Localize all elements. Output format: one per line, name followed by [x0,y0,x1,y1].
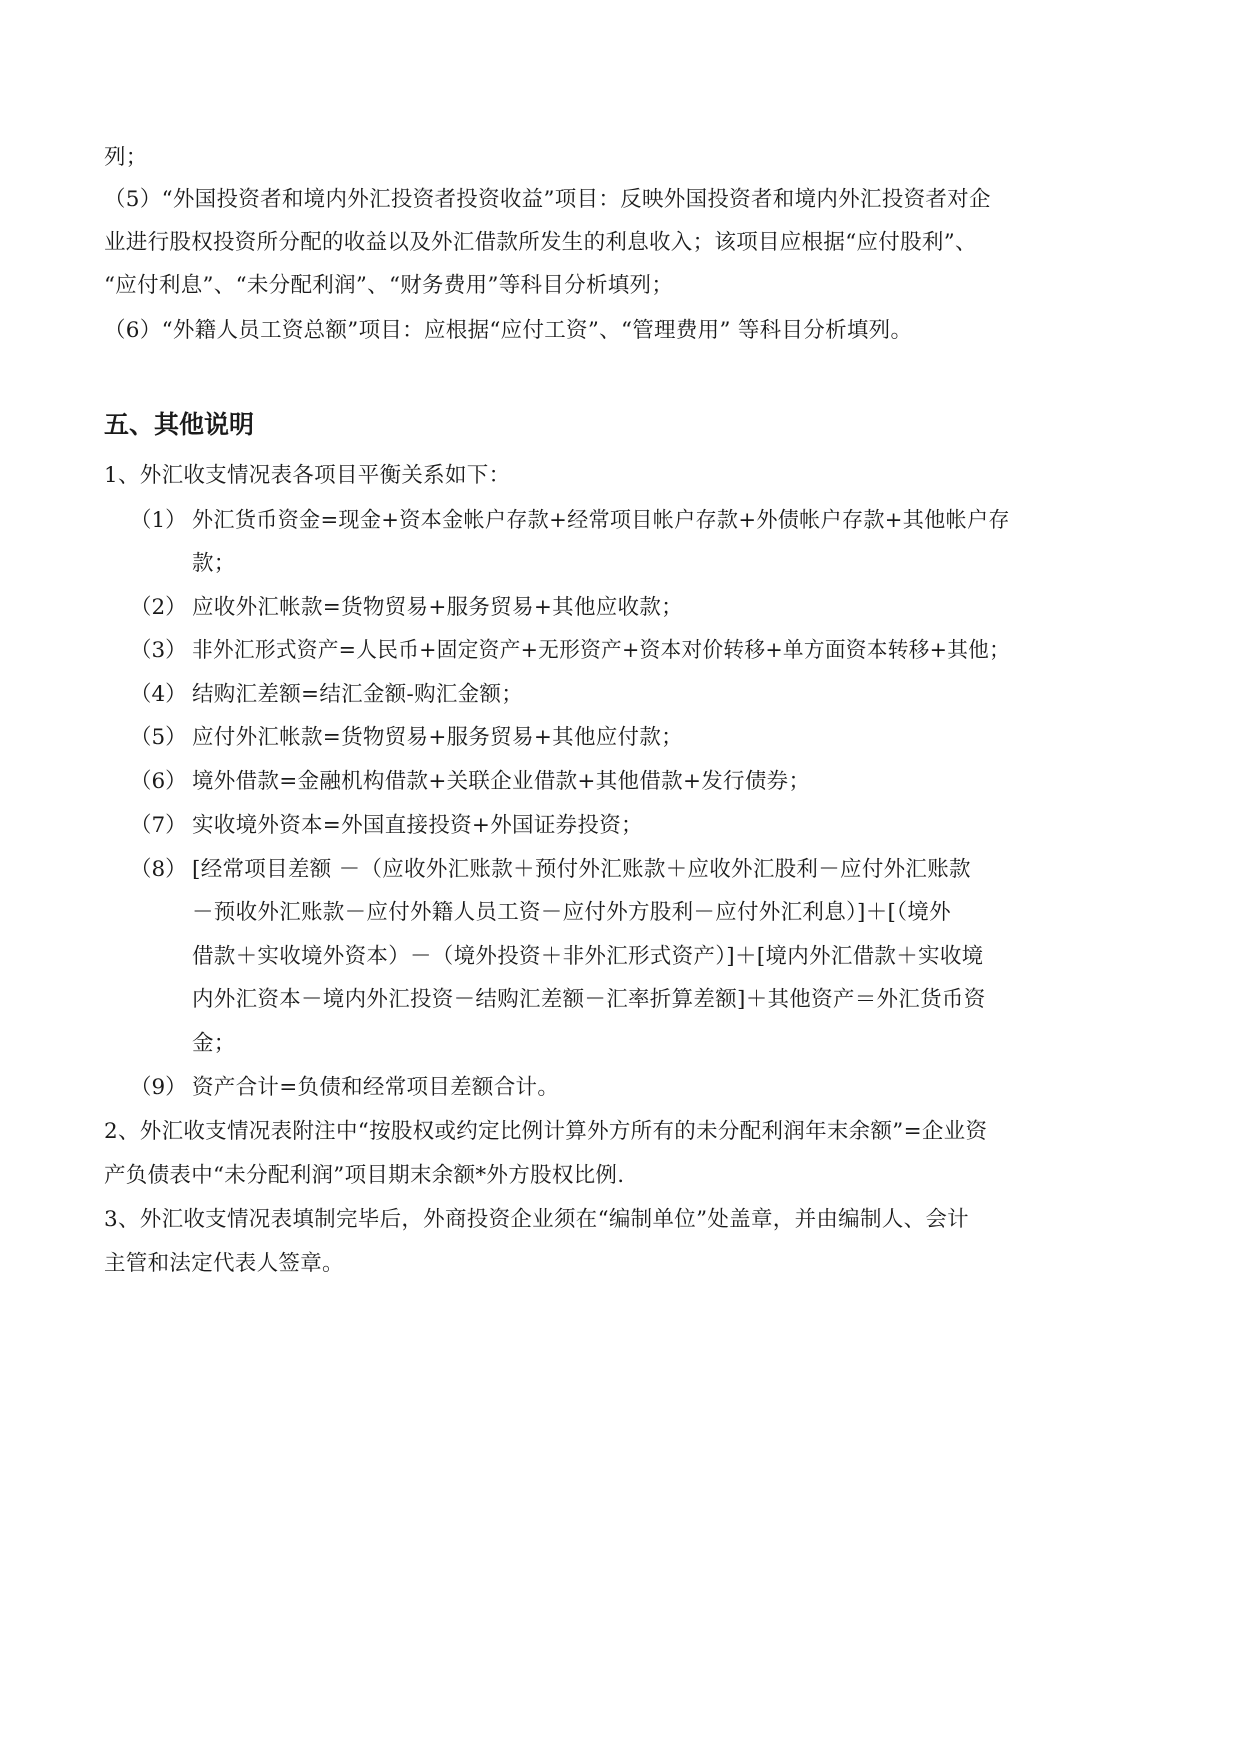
paragraph-2: 产负债表中“未分配利润”项目期末余额*外方股权比例. [104,1163,625,1188]
item-number: （6） [130,769,187,794]
item-number: （4） [130,682,187,707]
item-text: 款； [192,551,236,576]
item-text: 实收境外资本=外国直接投资+外国证券投资； [192,813,643,838]
item-text: 非外汇形式资产=人民币+固定资产+无形资产+资本对价转移+单方面资本转移+其他； [192,638,1011,663]
item-text: 应付外汇帐款=货物贸易+服务贸易+其他应付款； [192,725,683,750]
item-text: [经常项目差额 －（应收外汇账款＋预付外汇账款＋应收外汇股利－应付外汇账款 [192,857,971,882]
text-line: （5）“外国投资者和境内外汇投资者投资收益”项目：反映外国投资者和境内外汇投资者对企 [104,187,991,212]
item-text: 境外借款=金融机构借款+关联企业借款+其他借款+发行债券； [192,769,811,794]
text-line: 列； [104,145,148,170]
item-number: （3） [130,638,187,663]
item-number: （5） [130,725,187,750]
paragraph-3: 主管和法定代表人签章。 [104,1251,344,1276]
item-number: （7） [130,813,187,838]
item-text: 外汇货币资金=现金+资本金帐户存款+经常项目帐户存款+外债帐户存款+其他帐户存 [192,508,1010,533]
item-text: 应收外汇帐款=货物贸易+服务贸易+其他应收款； [192,595,683,620]
item-text: 结购汇差额=结汇金额-购汇金额； [192,682,524,707]
text-line: “应付利息”、“未分配利润”、“财务费用”等科目分析填列； [104,273,674,298]
item-number: （1） [130,508,187,533]
item-number: （8） [130,857,187,882]
item-text: 资产合计=负债和经常项目差额合计。 [192,1075,560,1100]
item-text: －预收外汇账款－应付外籍人员工资－应付外方股利－应付外汇利息）]＋[（境外 [192,900,951,925]
item-number: （2） [130,595,187,620]
paragraph-2: 2、外汇收支情况表附注中“按股权或约定比例计算外方所有的未分配利润年末余额”=企业资 [104,1119,988,1144]
item-text: 金； [192,1031,236,1056]
text-line: 业进行股权投资所分配的收益以及外汇借款所发生的利息收入；该项目应根据“应付股利”、 [104,230,977,255]
paragraph-3: 3、外汇收支情况表填制完毕后，外商投资企业须在“编制单位”处盖章，并由编制人、会计 [104,1207,969,1232]
item-text: 借款＋实收境外资本）－（境外投资＋非外汇形式资产）]＋[境内外汇借款＋实收境 [192,944,984,969]
text-line: （6）“外籍人员工资总额”项目：应根据“应付工资”、“管理费用” 等科目分析填列。 [104,318,913,343]
paragraph-intro: 1、外汇收支情况表各项目平衡关系如下： [104,463,511,488]
item-text: 内外汇资本－境内外汇投资－结购汇差额－汇率折算差额]＋其他资产＝外汇货币资 [192,987,986,1012]
section-heading: 五、其他说明 [104,410,255,439]
item-number: （9） [130,1075,187,1100]
